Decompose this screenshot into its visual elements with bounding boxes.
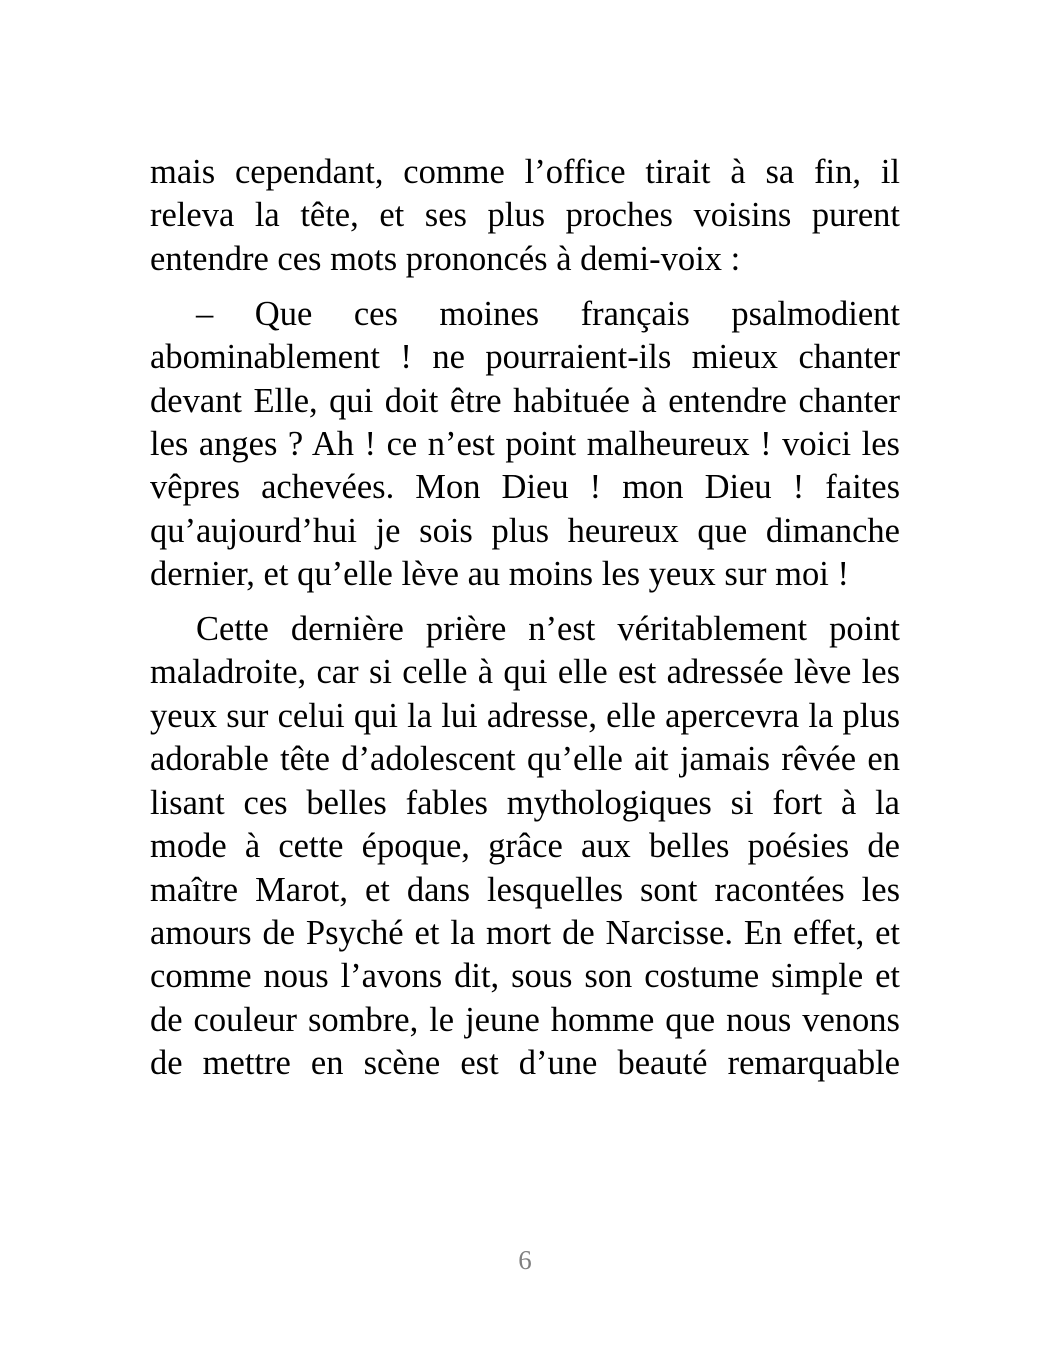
paragraph-continuation: mais cependant, comme l’office tirait à sa fin, il releva la tête, et ses plus proches voisins purent entendre ces mots prononcés à demi-voix : bbox=[150, 153, 900, 278]
page-number: 6 bbox=[518, 1245, 532, 1275]
paragraph-dialogue: – Que ces moines français psalmodient abominablement ! ne pourraient-ils mieux chanter devant Elle, qui doit être habituée à entendre chanter les anges ? Ah ! ce n’est point malheureux ! voici les vêpres achevées. Mon Dieu ! mon Dieu ! faites qu’aujourd’hui je sois plus heureux que dimanche dernier, et qu’elle lève au moins les yeux sur moi ! bbox=[150, 294, 900, 594]
paragraph-narration: Cette dernière prière n’est véritablement point maladroite, car si celle à qui elle est adressée lève les yeux sur celui qui la lui adresse, elle apercevra la plus adorable tête d’adolescent qu’elle ait jamais rêvée en lisant ces belles fables mythologiques si fort à la mode à cette époque, grâce aux belles poésies de maître Marot, et dans lesquelles sont racontées les amours de Psyché et la mort de Narcisse. En effet, et comme nous l’avons dit, sous son costume simple et de couleur sombre, le jeune homme que nous venons de mettre en scène est d’une beauté remarquable bbox=[150, 610, 900, 1083]
page-text-body bbox=[150, 151, 900, 1086]
